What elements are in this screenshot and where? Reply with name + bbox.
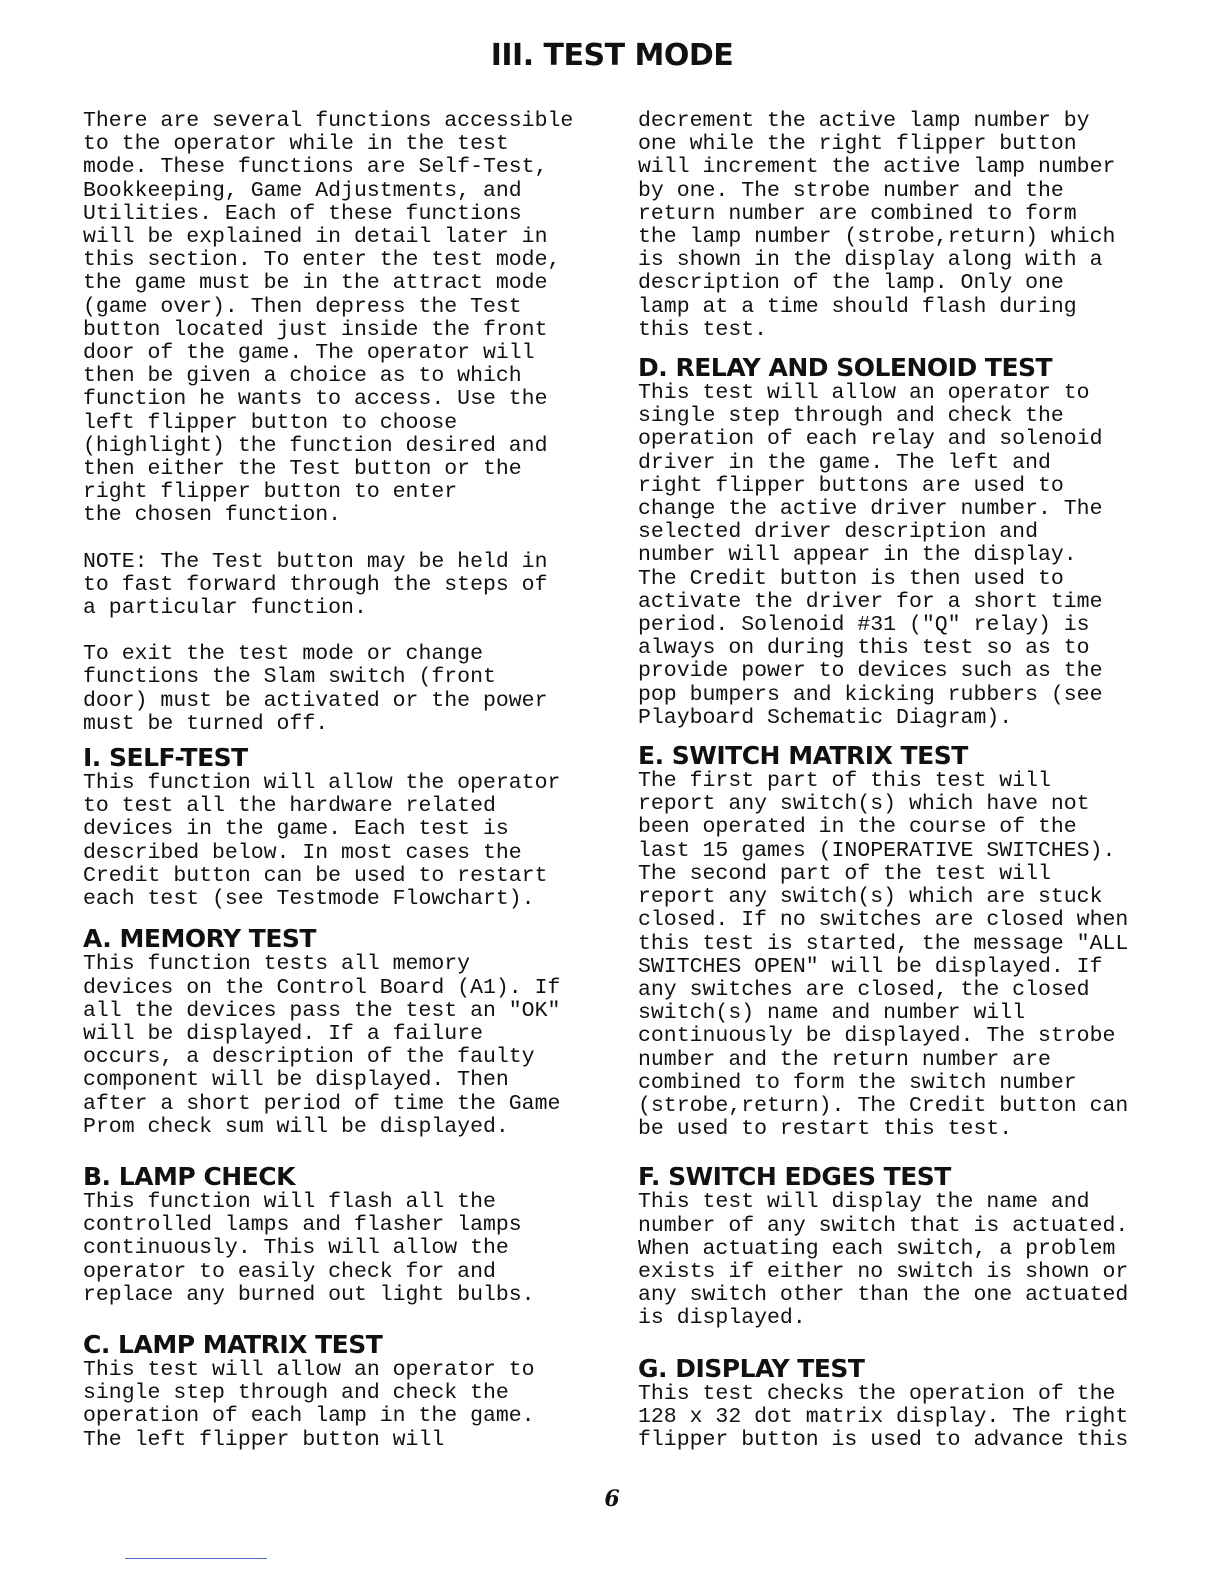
- right-column: [638, 110, 1178, 1452]
- switch-edges-heading: F. SWITCH EDGES TEST: [638, 1162, 951, 1192]
- intro-paragraph: There are several functions accessible to the operator while in the test mode. These functions are Self-Test, Bookkeeping, Game Adjustments, and Utilities. Each of these functions will be explained in detail later in this section. To enter the test mode, the game must be in the attract mode (game over). Then depress the Test button located just inside the front door of the game. The operator will then be given a choice as to which function he wants to access. Use the left flipper button to choose (highlight) the function desired and then either the Test button or the right flipper button to enter the chosen function.: [83, 109, 574, 528]
- self-test-heading: I. SELF-TEST: [83, 743, 248, 773]
- memory-test-heading: A. MEMORY TEST: [83, 924, 316, 954]
- self-test-body: This function will allow the operator to test all the hardware related devices in the game. Each test is described below. In most cases the Credit button can be used to restart each test (see Testmode Flowchart).: [83, 771, 561, 912]
- footer-rule: [125, 1558, 267, 1559]
- page-number: 6: [604, 1486, 620, 1512]
- exit-paragraph: To exit the test mode or change functions the Slam switch (front door) must be activated or the power must be turned off.: [83, 642, 548, 736]
- display-test-heading: G. DISPLAY TEST: [638, 1353, 865, 1383]
- lamp-matrix-body: This test will allow an operator to single step through and check the operation of each lamp in the game. The left flipper button will: [83, 1357, 535, 1452]
- switch-matrix-heading: E. SWITCH MATRIX TEST: [638, 741, 968, 771]
- lamp-matrix-continued: decrement the active lamp number by one while the right flipper button will increment the active lamp number by one. The strobe number and the return number are combined to form the lamp number (strobe,return) which is shown in the display along with a description of the lamp. Only one lamp at a time should flash during this test.: [638, 109, 1116, 342]
- relay-solenoid-body: This test will allow an operator to single step through and check the operation of each relay and solenoid driver in the game. The left and right flipper buttons are used to change the active driver number. The selected driver description and number will appear in the display. The Credit button is then used to activate the driver for a short time period. Solenoid #31 ("Q" relay) is always on during this test so as to provide power to devices such as the pop bumpers and kicking rubbers (see Playboard Schematic Diagram).: [638, 381, 1103, 730]
- switch-matrix-body: The first part of this test will report any switch(s) which have not been operated in the course of the last 15 games (INOPERATIVE SWITCHES). The second part of the test will report any switch(s) which are stuck closed. If no switches are closed when this test is started, the message "ALL SWITCHES OPEN" will be displayed. If any switches are closed, the closed switch(s) name and number will continuously be displayed. The strobe number and the return number are combined to form the switch number (strobe,return). The Credit button can be used to restart this test.: [638, 769, 1129, 1142]
- note-paragraph: NOTE: The Test button may be held in to fast forward through the steps of a particular function.: [83, 549, 548, 621]
- relay-solenoid-heading: D. RELAY AND SOLENOID TEST: [638, 353, 1053, 383]
- lamp-matrix-heading: C. LAMP MATRIX TEST: [83, 1329, 383, 1359]
- left-column: [83, 110, 623, 1452]
- switch-edges-body: This test will display the name and number of any switch that is actuated. When actuating each switch, a problem exists if either no switch is shown or any switch other than the one actuated is displayed.: [638, 1190, 1129, 1331]
- memory-test-body: This function tests all memory devices on the Control Board (A1). If all the devices pass the test an "OK" will be displayed. If a failure occurs, a description of the faulty component will be displayed. Then after a short period of time the Game Prom check sum will be displayed.: [83, 952, 561, 1139]
- page-title: III. TEST MODE: [490, 38, 734, 73]
- lamp-check-body: This function will flash all the controlled lamps and flasher lamps continuously. This will allow the operator to easily check for and replace any burned out light bulbs.: [83, 1189, 535, 1307]
- lamp-check-heading: B. LAMP CHECK: [83, 1161, 296, 1191]
- display-test-body: This test checks the operation of the 128 x 32 dot matrix display. The right flipper button is used to advance this: [638, 1381, 1129, 1452]
